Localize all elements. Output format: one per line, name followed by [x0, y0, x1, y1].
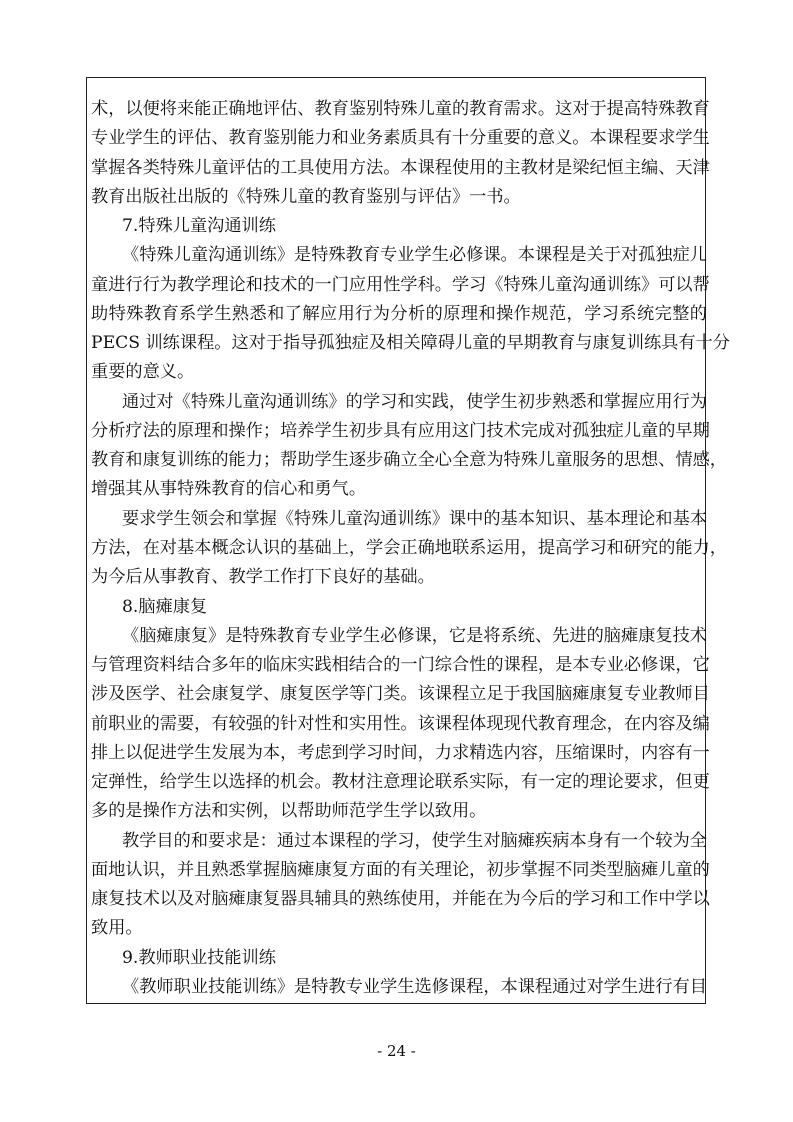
section-heading-8: 8.脑瘫康复	[122, 597, 208, 617]
text-line: 定弹性，给学生以选择的机会。教材注意理论联系实际，有一定的理论要求，但更	[91, 772, 710, 792]
text-line: 《特殊儿童沟通训练》是特殊教育专业学生必修课。本课程是关于对孤独症儿	[122, 245, 707, 265]
text-line: 增强其从事特殊教育的信心和勇气。	[91, 479, 367, 499]
page-number: - 24 -	[377, 1042, 416, 1060]
text-line: 童进行行为教学理论和技术的一门应用性学科。学习《特殊儿童沟通训练》可以帮	[91, 275, 710, 295]
text-line: 为今后从事教育、教学工作打下良好的基础。	[91, 567, 435, 587]
text-line: 分析疗法的原理和操作；培养学生初步具有应用这门技术完成对孤独症儿童的早期	[91, 421, 710, 441]
text-line: 教学目的和要求是：通过本课程的学习，使学生对脑瘫疾病本身有一个较为全	[122, 831, 707, 851]
text-line: 排上以促进学生发展为本，考虑到学习时间，力求精选内容，压缩课时，内容有一	[91, 743, 710, 763]
text-line: 要求学生领会和掌握《特殊儿童沟通训练》课中的基本知识、基本理论和基本	[122, 509, 707, 529]
text-line: 涉及医学、社会康复学、康复医学等门类。该课程立足于我国脑瘫康复专业教师目	[91, 684, 710, 704]
text-line: 术，以便将来能正确地评估、教育鉴别特殊儿童的教育需求。这对于提高特殊教育	[91, 99, 710, 119]
text-line: 教育出版社出版的《特殊儿童的教育鉴别与评估》一书。	[91, 187, 521, 207]
text-line: 教育和康复训练的能力；帮助学生逐步确立全心全意为特殊儿童服务的思想、情感，	[91, 450, 727, 470]
text-line: 《教师职业技能训练》是特教专业学生选修课程，本课程通过对学生进行有目	[122, 977, 707, 997]
text-line: 康复技术以及对脑瘫康复器具辅具的熟练使用，并能在为今后的学习和工作中学以	[91, 889, 710, 909]
section-heading-7: 7.特殊儿童沟通训练	[122, 216, 276, 236]
text-line: 助特殊教育系学生熟悉和了解应用行为分析的原理和操作规范，学习系统完整的	[91, 304, 707, 324]
text-line: 《脑瘫康复》是特殊教育专业学生必修课，它是将系统、先进的脑瘫康复技术	[122, 626, 707, 646]
text-line: 前职业的需要，有较强的针对性和实用性。该课程体现现代教育理念，在内容及编	[91, 714, 710, 734]
text-line: 掌握各类特殊儿童评估的工具使用方法。本课程使用的主教材是梁纪恒主编、天津	[91, 158, 710, 178]
section-heading-9: 9.教师职业技能训练	[122, 948, 276, 968]
text-line: 专业学生的评估、教育鉴别能力和业务素质具有十分重要的意义。本课程要求学生	[91, 128, 710, 148]
text-line: 与管理资料结合多年的临床实践相结合的一门综合性的课程，是本专业必修课，它	[91, 655, 710, 675]
text-line: 方法，在对基本概念认识的基础上，学会正确地联系运用，提高学习和研究的能力，	[91, 538, 727, 558]
text-line: 多的是操作方法和实例，以帮助师范学生学以致用。	[91, 801, 487, 821]
text-line: 致用。	[91, 918, 143, 938]
text-line: 面地认识，并且熟悉掌握脑瘫康复方面的有关理论，初步掌握不同类型脑瘫儿童的	[91, 860, 710, 880]
text-line: 重要的意义。	[91, 362, 195, 382]
text-line: 通过对《特殊儿童沟通训练》的学习和实践，使学生初步熟悉和掌握应用行为	[122, 392, 707, 412]
text-line: PECS 训练课程。这对于指导孤独症及相关障碍儿童的早期教育与康复训练具有十分	[91, 333, 730, 353]
